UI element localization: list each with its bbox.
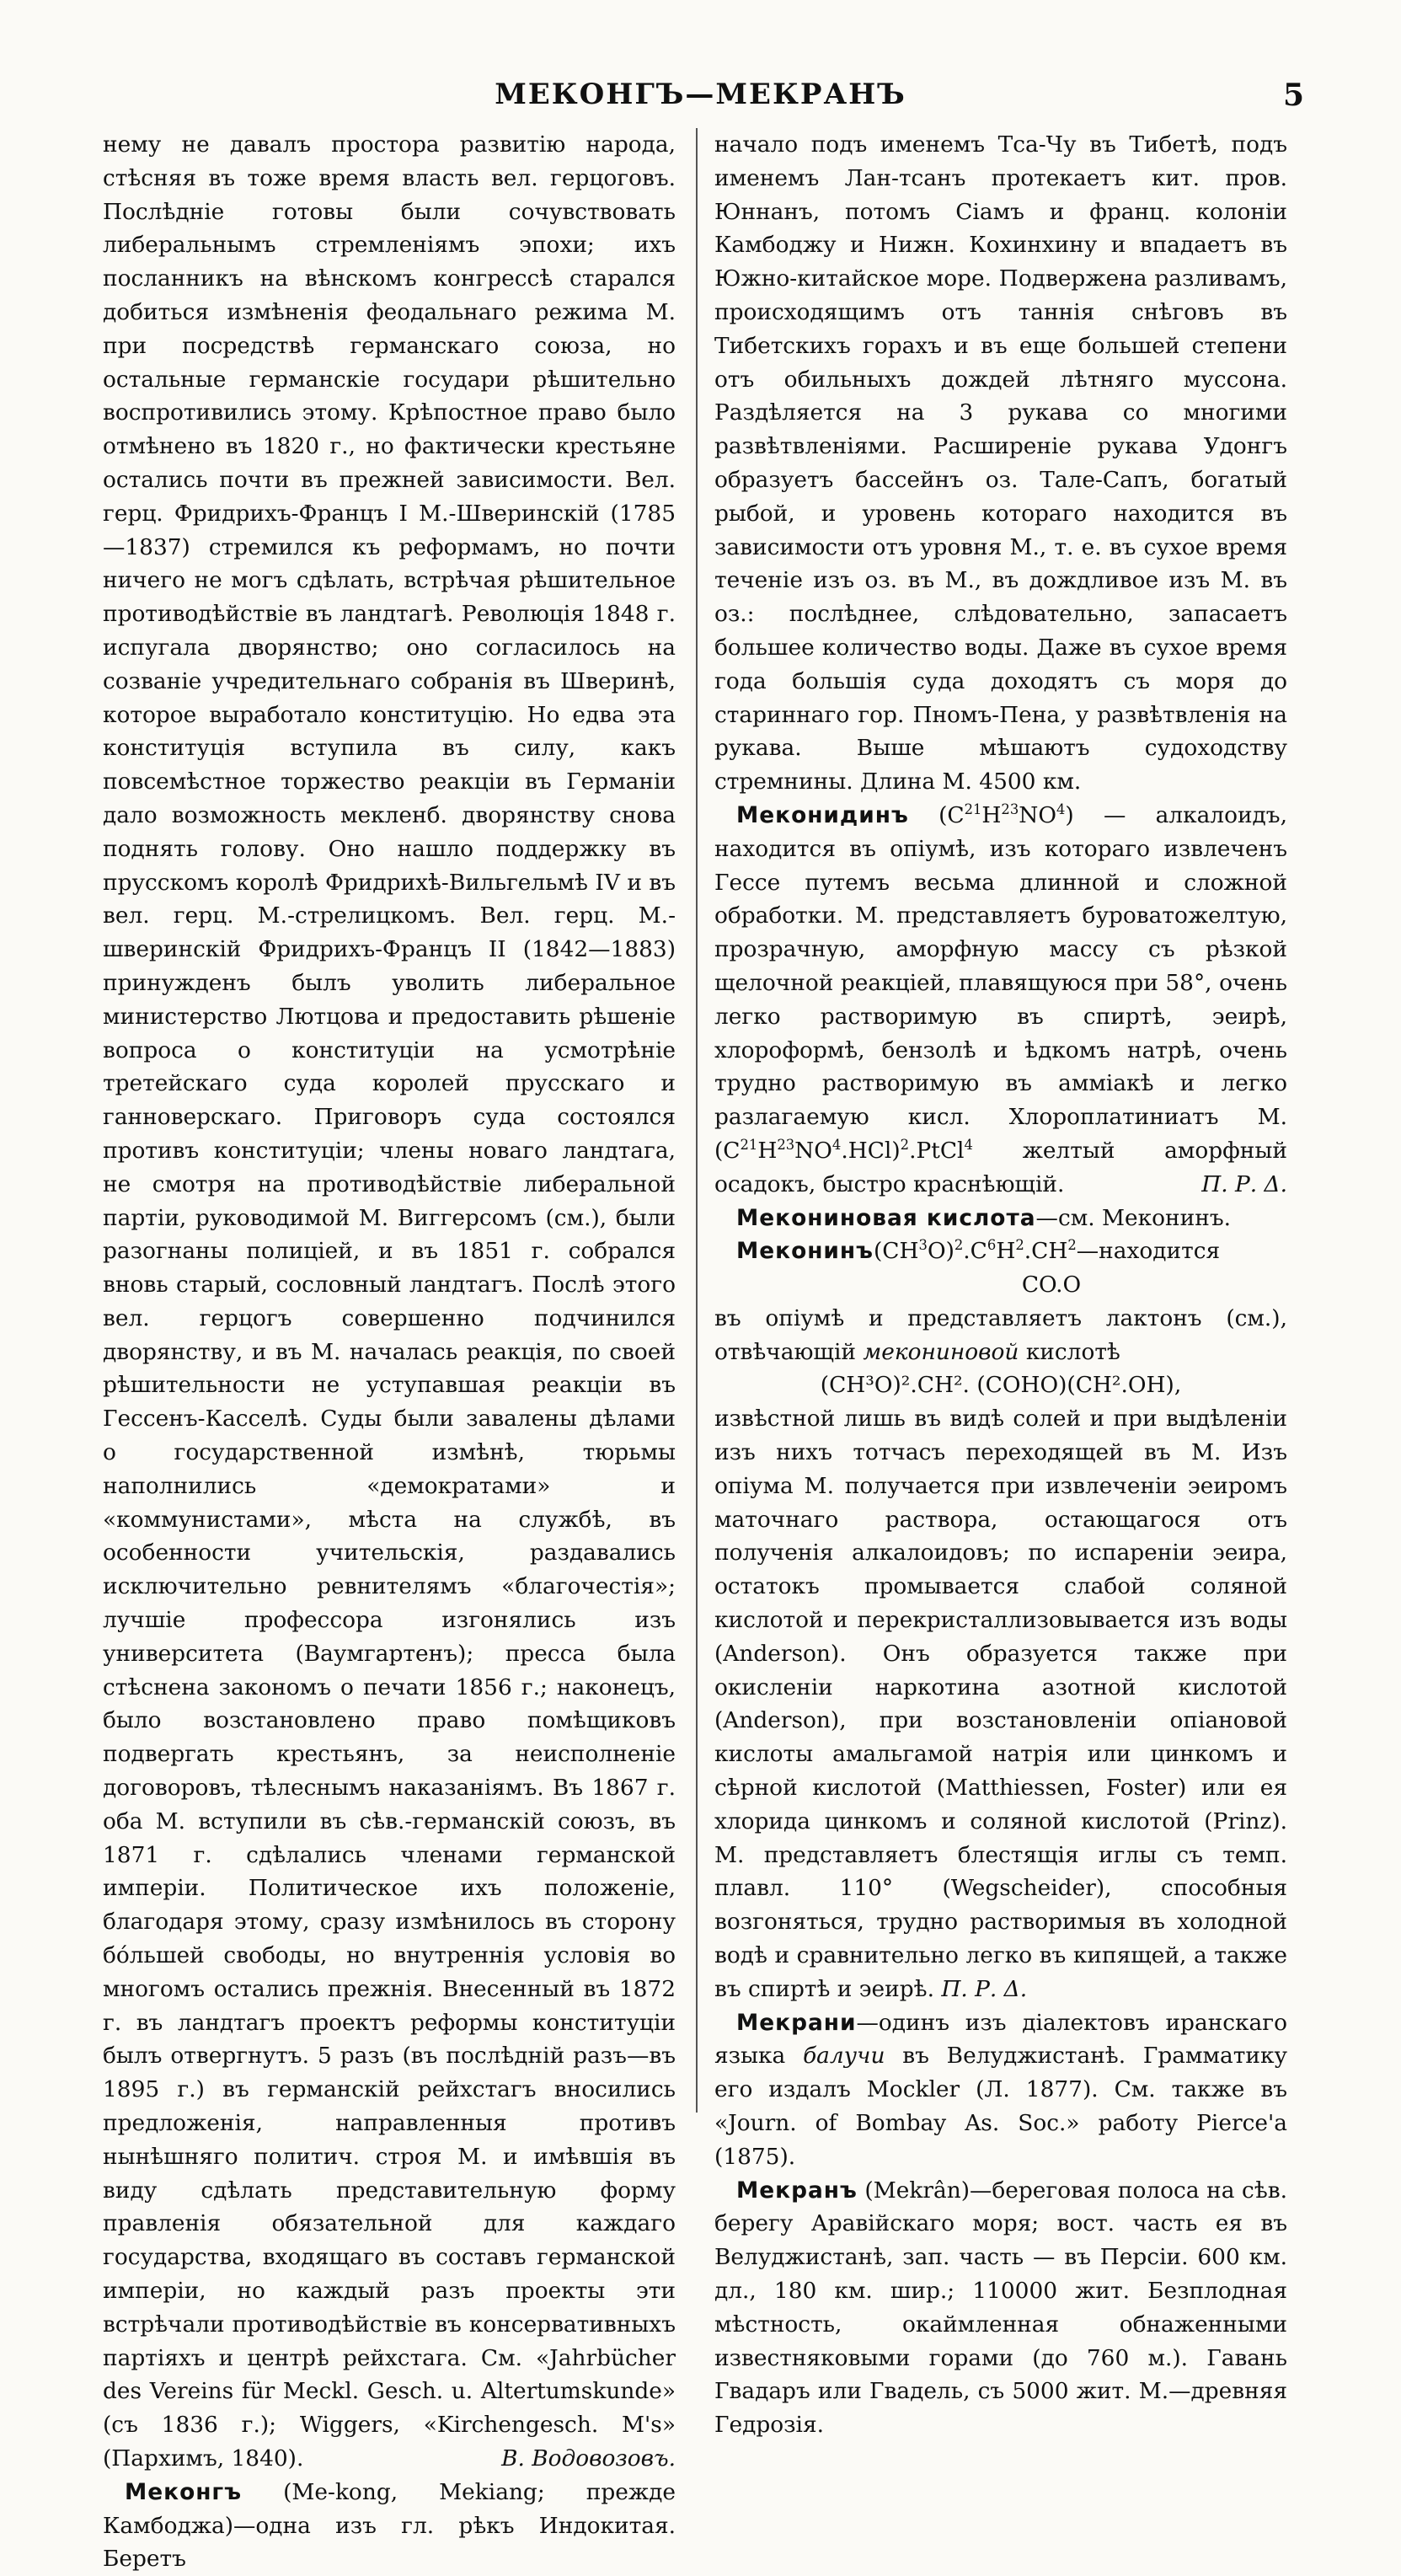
acid-formula: (CH³O)².CH². (COHO)(CH².OH), [820,1372,1182,1399]
column-divider [696,128,698,2113]
entry-text: извѣстной лишь въ видѣ солей и при выдѣленіи изъ нихъ тотчасъ переходящей въ М. Изъ опіума М. получается при извлеченіи эеиромъ маточнаго раствора, остающагося отъ полученія алкалоидовъ; по испареніи эеира, остатокъ промывается слабой соляной кислотой и перекристаллизовывается изъ воды (Anderson). Онъ образуется также при окисленіи наркотина азотной кислотой (Anderson), при возстановленіи опіановой кислоты амальгамой натрія или цинкомъ и сѣрной кислотой (Matthiessen, Foster) или ея хлорида цинкомъ и соляной кислотой (Prinz). М. представляетъ блестящія иглы съ темп. плавл. 110° (Wegscheider), способныя возгоняться, трудно растворимыя въ холодной водѣ и сравнительно легко въ кипящей, а также въ спиртѣ и эеирѣ. [714,1406,1287,2002]
entry-text: (Mekrân)—береговая полоса на сѣв. берегу Аравійскаго моря; вост. часть ея въ Велуджистанѣ, зап. часть — въ Персіи. 600 км. дл., 180 км. шир.; 110000 жит. Безплодная мѣстность, окаймленная обнаженными известняковыми горами (до 760 м.). Гавань Гвадаръ или Гвадель, съ 5000 жит. М.—древняя Гедрозія. [714,2177,1287,2439]
page-header [0,78,1401,128]
entry-mekran [714,2174,1287,2442]
author-signature: П. Р. Δ. [941,1975,1028,2002]
entry-mekrani [714,2006,1287,2174]
entry-mekong [103,2476,676,2576]
author-signature: П. Р. Δ. [1201,1170,1287,1197]
headword-mekran: Мекранъ [736,2177,858,2204]
entry-meconidin: Меконидинъ $(C^{21}H^{23}NO^4)$ — алкалоидъ, находится въ опіумѣ, изъ котораго извлеченъ Гессе путемъ весьма длинной и сложной обработки. М. представляетъ буроватожелтую, прозрачную, аморфную массу съ рѣзкой щелочной реакціей, плавящуюся при 58°, очень легко растворимую въ спиртѣ, эеирѣ, хлороформѣ, бензолѣ и ѣдкомъ натрѣ, очень трудно растворимую въ аммiакѣ и легко разлагаемую кисл. Хлороплатиниатъ М. $(C^{21}H^{23}NO^4.HCl)^2.PtCl^4$ желтый аморфный осадокъ, быстро краснѣющій. П. Р. Δ. [714,799,1287,1202]
formula-tail: —находится [1076,1238,1221,1265]
right-column [714,128,1287,2442]
headword-mekrani: Мекрани [736,2009,857,2036]
entry-text: —см. Меконинъ. [1035,1204,1231,1231]
italic-term: мекониновой [863,1338,1019,1365]
left-column [103,128,676,2576]
meconin-text [714,1302,1287,1369]
headword-meconidin: Меконидинъ [736,801,909,828]
headword-meconin: Меконинъ [736,1238,874,1265]
body-text: нему не давалъ простора развитію народа, стѣсняя въ тоже время власть вел. герцоговъ. Послѣдніе готовы были сочувствовать либеральнымъ стремленіямъ эпохи; ихъ посланникъ на вѣнскомъ конгрессѣ старался добиться измѣненія феодальнаго режима М. при посредствѣ германскаго союза, но остальные германскіе государи рѣшительно воспротивились этому. Крѣпостное право было отмѣнено въ 1820 г., но фактически крестьяне остались почти въ прежней зависимости. Вел. герц. Фридрихъ-Францъ I М.-Шверинскій (1785—1837) стремился къ реформамъ, но почти ничего не могъ сдѣлать, встрѣчая рѣшительное противодѣйствіе въ ландтагѣ. Революція 1848 г. испугала дворянство; оно согласилось на созваніе учредительнаго собранія въ Шверинѣ, которое выработало конституцію. Но едва эта конституція вступила въ силу, какъ повсемѣстное торжество реакціи въ Германіи дало возможность мекленб. дворянству снова поднять голову. Оно нашло поддержку въ прусскомъ королѣ Фридрихѣ-Вильгельмѣ IV и въ вел. герц. М.-стрелицкомъ. Вел. герц. М.-шверинскій Фридрихъ-Францъ II (1842—1883) принужденъ былъ уволить либеральное министерство Лютцова и предоставить рѣшеніе вопроса о конституціи на усмотрѣніе третейскаго суда королей прусскаго и ганноверскаго. Приговоръ суда состоялся противъ конституціи; члены новаго ландтага, не смотря на противодѣйствіе либеральной партіи, руководимой М. Виггерсомъ (см.), были разогнаны полиціей, и въ 1851 г. собрался вновь старый, сословный ландтагъ. Послѣ этого вел. герцогъ совершенно подчинился дворянству, и въ М. началась реакція, по своей рѣшительности не уступавшая реакціи въ Гессенъ-Касселѣ. Суды были завалены дѣлами о государственной измѣнѣ, тюрьмы наполнились «демократами» и «коммунистами», мѣста на службѣ, въ особенности учительскія, раздавались исключительно ревнителямъ «благочестія»; лучшіе профессора изгонялись изъ университета (Ваумгартенъ); пресса была стѣснена закономъ о печати 1856 г.; наконецъ, было возстановлено право помѣщиковъ подвергать крестьянъ, за неисполненіе договоровъ, тѣлеснымъ наказаніямъ. Въ 1867 г. оба М. вступили въ сѣв.-германскій союзъ, въ 1871 г. сдѣлались членами германской имперіи. Политическое ихъ положеніе, благодаря этому, сразу измѣнилось въ сторону бо́льшей свободы, но внутреннія условія во многомъ остались прежнія. Внесенный въ 1872 г. въ ландтагъ проектъ реформы конституціи былъ отвергнутъ. 5 разъ (въ послѣдній разъ—въ 1895 г.) въ германскій рейхстагъ вносились предложенія, направленныя противъ нынѣшняго политич. строя М. и имѣвшія въ виду сдѣлать представительную форму правленія обязательной для каждаго государства, входящаго въ составъ германской имперіи, но каждый разъ проекты эти встрѣчали противодѣйствіе въ консервативныхъ партіяхъ и центрѣ рейхстага. См. «Jahrbücher des Vereins für Meckl. Gesch. u. Altertumskunde» (съ 1836 г.); Wiggers, «Kirchengesch. M's» (Пархимъ, 1840). [103,131,676,2472]
page-number: 5 [1282,78,1304,113]
author-signature: В. Водовозовъ. [501,2445,676,2472]
meconin-text-2 [714,1402,1287,2006]
entry-text: въ опіумѣ и представляетъ лактонъ (см.), отвѣчающій [714,1304,1287,1365]
entry-text-tail: желтый аморфный осадокъ, быстро краснѣющій. [714,1137,1287,1197]
mekong-continuation: начало подъ именемъ Тса-Чу въ Тибетѣ, подъ именемъ Лан-тсанъ протекаетъ кит. пров. Юннанъ, потомъ Сіамъ и франц. колоніи Камбоджу и Нижн. Кохинхину и впадаетъ въ Южно-китайское море. Подвержена разливамъ, происходящимъ отъ таннія снѣговъ въ Тибетскихъ горахъ и въ еще большей степени отъ обильныхъ дождей лѣтняго муссона. Раздѣляется на 3 рукава со многими развѣтвленіями. Расширеніе рукава Удонгъ образуетъ бассейнъ оз. Тале-Сапъ, богатый рыбой, и уровень котораго находится въ зависимости отъ уровня М., т. е. въ сухое время теченіе изъ оз. въ М., въ дождливое изъ М. въ оз.: послѣднее, слѣдовательно, запасаетъ большее количество воды. Даже въ сухое время года большія суда доходятъ съ моря до стариннаго гор. Пномъ-Пена, у развѣтвленія на рукава. Выше мѣшаютъ судоходству стремнины. Длина М. 4500 км. [714,131,1287,795]
headword-mekong: Меконгъ [125,2478,243,2505]
entry-text: — алкалоидъ, находится въ опіумѣ, изъ котораго извлеченъ Гессе путемъ весьма длинной и сложной обработки. М. представляетъ буроватожелтую, прозрачную, аморфную массу съ рѣзкой щелочной реакціей, плавящуюся при 58°, очень легко растворимую въ спиртѣ, эеирѣ, хлороформѣ, бензолѣ и ѣдкомъ натрѣ, очень трудно растворимую въ аммiакѣ и легко разлагаемую кисл. Хлороплатиниатъ М. [714,801,1287,1131]
entry-text: въ Велуджистанѣ. Грамматику его издалъ Mockler (Л. 1877). См. также въ «Journ. of Bombay As. Soc.» работу Pierce'a (1875). [714,2043,1288,2170]
entry-text: —одинъ изъ діалектовъ иранскаго языка [714,2009,1287,2070]
entry-text: кислотѣ [1025,1338,1120,1365]
formula-co: CO.O [1021,1272,1082,1299]
italic-term: балучи [803,2043,885,2070]
mecklenburg-history-paragraph [103,128,676,2476]
running-title: МЕКОНГЪ—МЕКРАНЪ [495,78,906,111]
entry-meconin: $Меконинъ(CH^3O)^2.C^6H^2.CH^2—находится$ [736,1237,1221,1265]
entry-text: (Me-kong, Mekiang; прежде Камбоджа)—одна изъ гл. рѣкъ Индокитая. Беретъ [103,2478,676,2573]
headword-meconin-acid: Меконинoвая кислота [736,1204,1036,1231]
entry-meconin-acid [714,1202,1287,1235]
